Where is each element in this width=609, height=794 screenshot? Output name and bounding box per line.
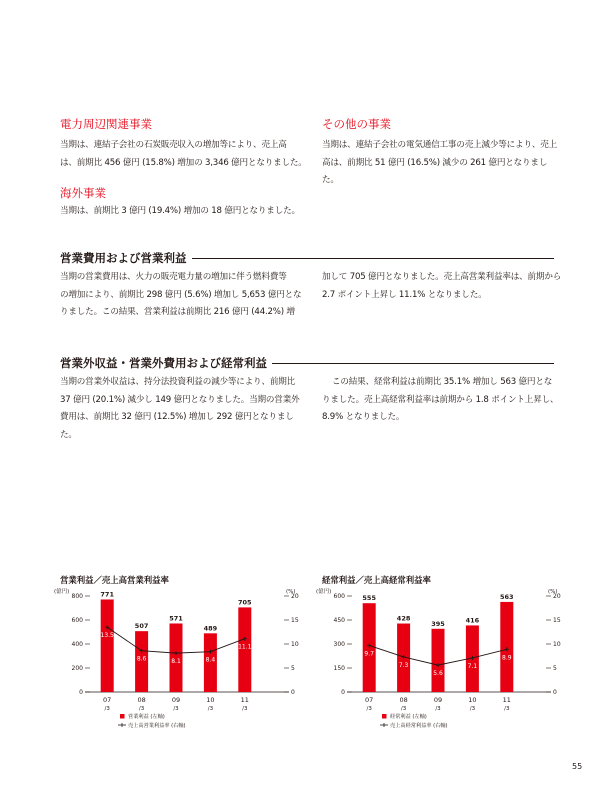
legend-swatch-bar xyxy=(382,714,387,719)
paragraph-line: 当期は、連結子会社の石炭販売収入の増加等により、売上高 xyxy=(60,140,287,150)
operating-left-column xyxy=(60,269,310,322)
right-axis-tick-label: 15 xyxy=(291,617,299,624)
section-power xyxy=(60,116,310,172)
category-label: 10 xyxy=(468,696,477,704)
right-axis-unit: (%) xyxy=(286,589,296,595)
ratio-value-label: 8.6 xyxy=(136,655,147,663)
paragraph-line: 37 億円 (20.1%) 減少し 149 億円となりました。当期の営業外 xyxy=(60,394,300,405)
left-axis-tick-label: 600 xyxy=(333,593,345,600)
left-axis-tick-label: 0 xyxy=(341,689,345,696)
legend-label: 営業利益 (左軸) xyxy=(128,714,165,720)
category-label: 08 xyxy=(137,696,146,704)
right-axis-tick-label: 10 xyxy=(553,641,561,648)
ratio-value-label: 5.6 xyxy=(433,670,443,678)
ratio-value-label: 8.4 xyxy=(205,656,216,664)
title-rule xyxy=(272,363,554,364)
paragraph-line: 高は、前期比 51 億円 (16.5%) 減少の 261 億円となりました。 xyxy=(322,157,548,185)
category-sublabel: /3 xyxy=(207,706,214,712)
paragraph-line: 当期は、連結子会社の電気通信工事の売上減少等により、売上 xyxy=(322,140,558,150)
nonoperating-right-column xyxy=(322,374,562,427)
category-sublabel: /3 xyxy=(469,706,476,712)
section-heading: その他の事業 xyxy=(322,117,391,131)
bar xyxy=(500,602,513,692)
paragraph-line: 2.7 ポイント上昇し 11.1% となりました。 xyxy=(322,289,487,300)
paragraph-line: 費用は、前期比 32 億円 (12.5%) 増加し 292 億円となりました。 xyxy=(60,412,294,440)
category-label: 07 xyxy=(103,696,112,704)
chart-ordinary-income xyxy=(314,584,564,734)
right-axis-tick-label: 10 xyxy=(291,641,299,648)
left-axis-unit: (億円) xyxy=(54,589,70,595)
chart-title-operating-income: 営業利益／売上高営業利益率 xyxy=(60,575,169,585)
paragraph-line: 当期の営業外収益は、持分法投資利益の減少等により、前期比 xyxy=(60,377,296,387)
paragraph-line: 加して 705 億円となりました。売上高営業利益率は、前期から xyxy=(322,272,562,282)
section-heading: 電力周辺関連事業 xyxy=(60,117,152,131)
ratio-value-label: 13.5 xyxy=(100,632,114,640)
bar xyxy=(363,603,376,692)
category-label: 09 xyxy=(433,696,443,704)
category-label: 08 xyxy=(399,696,408,704)
bar xyxy=(432,629,445,692)
ratio-value-label: 11.1 xyxy=(238,643,252,651)
bar-value-label: 489 xyxy=(203,624,218,633)
nonoperating-left-column xyxy=(60,374,310,444)
paragraph-line: の増加により、前期比 298 億円 (5.6%) 増加し 5,653 億円とな xyxy=(60,289,302,300)
left-axis-tick-label: 450 xyxy=(333,617,345,624)
right-axis-tick-label: 5 xyxy=(291,665,295,672)
bar xyxy=(101,599,114,692)
page-number: 55 xyxy=(572,762,583,771)
category-label: 10 xyxy=(206,696,215,704)
section-title-text: 営業外収益・営業外費用および経常利益 xyxy=(60,356,267,370)
left-axis-tick-label: 150 xyxy=(333,665,345,672)
right-axis-tick-label: 5 xyxy=(553,665,557,672)
paragraph-line: は、前期比 456 億円 (15.8%) 増加の 3,346 億円となりました。 xyxy=(60,157,307,168)
category-label: 09 xyxy=(171,696,181,704)
left-axis-tick-label: 400 xyxy=(71,641,83,648)
category-sublabel: /3 xyxy=(400,706,407,712)
category-sublabel: /3 xyxy=(173,706,179,712)
ratio-value-label: 9.7 xyxy=(364,650,374,658)
right-axis-unit: (%) xyxy=(548,589,558,595)
category-label: 11 xyxy=(240,696,249,704)
bar-value-label: 416 xyxy=(465,616,480,625)
right-axis-tick-label: 20 xyxy=(553,593,561,600)
category-label: 11 xyxy=(502,696,511,704)
bar-value-label: 771 xyxy=(100,590,114,599)
section-other xyxy=(322,116,562,190)
category-sublabel: /3 xyxy=(242,706,248,712)
left-axis-tick-label: 800 xyxy=(71,593,83,600)
paragraph-line: 当期の営業費用は、火力の販売電力量の増加に伴う燃料費等 xyxy=(60,272,287,282)
section-title-text: 営業費用および営業利益 xyxy=(60,251,187,265)
bar-value-label: 571 xyxy=(169,614,183,623)
category-sublabel: /3 xyxy=(504,706,510,712)
category-sublabel: /3 xyxy=(104,706,110,712)
title-rule xyxy=(192,258,555,259)
category-sublabel: /3 xyxy=(138,706,145,712)
left-axis-unit: (億円) xyxy=(316,589,332,595)
left-axis-tick-label: 600 xyxy=(71,617,83,624)
left-axis-tick-label: 200 xyxy=(71,665,83,672)
section-title-nonoperating xyxy=(60,355,554,371)
section-overseas xyxy=(60,185,310,221)
ratio-value-label: 7.1 xyxy=(467,662,478,670)
category-sublabel: /3 xyxy=(366,706,372,712)
bar-value-label: 507 xyxy=(134,622,149,631)
legend-label: 売上高営業利益率 (右軸) xyxy=(128,723,186,729)
legend-label: 経常利益 (左軸) xyxy=(390,714,427,720)
legend-label: 売上高経常利益率 (右軸) xyxy=(390,723,448,729)
paragraph-line: 8.9% となりました。 xyxy=(322,412,405,422)
bar-value-label: 395 xyxy=(431,619,445,628)
ratio-value-label: 8.9 xyxy=(502,654,512,662)
category-label: 07 xyxy=(365,696,374,704)
paragraph-line: りました。この結果、営業利益は前期比 216 億円 (44.2%) 増 xyxy=(60,307,295,317)
legend-swatch-bar xyxy=(120,714,125,719)
bar-value-label: 555 xyxy=(362,594,376,603)
right-axis-tick-label: 0 xyxy=(553,689,557,696)
right-axis-tick-label: 0 xyxy=(291,689,295,696)
bar-value-label: 563 xyxy=(500,592,514,601)
ratio-value-label: 8.1 xyxy=(171,658,181,666)
left-axis-tick-label: 300 xyxy=(333,641,345,648)
right-axis-tick-label: 20 xyxy=(291,593,299,600)
section-heading: 海外事業 xyxy=(60,186,106,200)
bar-value-label: 705 xyxy=(238,598,252,607)
category-sublabel: /3 xyxy=(435,706,441,712)
left-axis-tick-label: 0 xyxy=(79,689,83,696)
ratio-value-label: 7.3 xyxy=(398,661,409,669)
bar-value-label: 428 xyxy=(396,614,411,623)
section-title-operating xyxy=(60,250,554,266)
chart-operating-income xyxy=(52,584,302,734)
paragraph-line: この結果、経常利益は前期比 35.1% 増加し 563 億円とな xyxy=(332,377,553,387)
chart-title-ordinary-income: 経常利益／売上高経常利益率 xyxy=(322,575,431,585)
right-axis-tick-label: 15 xyxy=(553,617,561,624)
paragraph-line: 当期は、前期比 3 億円 (19.4%) 増加の 18 億円となりました。 xyxy=(60,206,300,216)
paragraph-line: りました。売上高経常利益率は前期から 1.8 ポイント上昇し、 xyxy=(322,394,559,405)
operating-right-column xyxy=(322,269,562,304)
